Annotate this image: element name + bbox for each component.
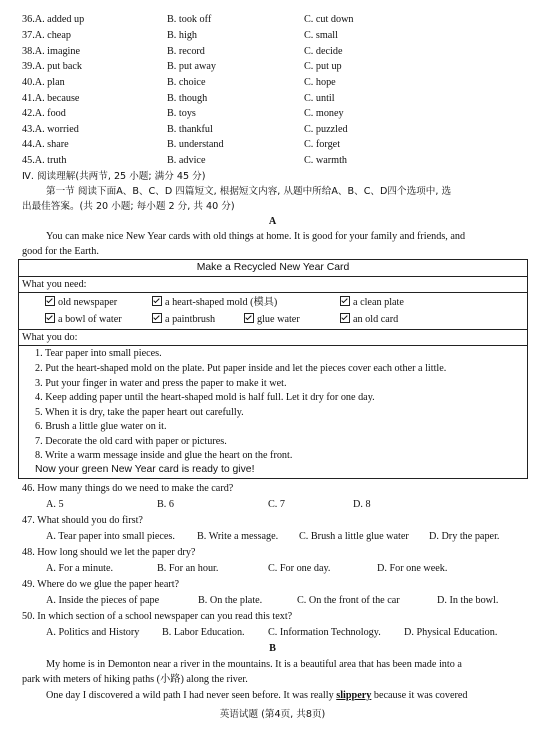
checkbox-checked-icon — [152, 296, 162, 306]
recycled-card-box — [18, 259, 528, 479]
step-item: 2. Put the heart-shaped mold on the plate. Put paper inside and let the pieces cover each other a little. — [35, 363, 447, 374]
option: B. Labor Education. — [162, 627, 245, 638]
need-item: glue water — [244, 312, 300, 327]
option: C. Information Technology. — [268, 627, 381, 638]
option: C. Brush a little glue water — [299, 531, 409, 542]
passage-letter-b: B — [269, 643, 276, 654]
need-item: old newspaper — [45, 295, 117, 310]
step-item: 4. Keep adding paper until the heart-shaped mold is half full. Let it dry for one day. — [35, 392, 375, 403]
passage-a-intro-cont: good for the Earth. — [22, 246, 99, 257]
checkbox-checked-icon — [340, 313, 350, 323]
need-item: a clean plate — [340, 295, 404, 310]
passage-b-para1-cont: park with meters of hiking paths (小路) along the river. — [22, 674, 248, 685]
passage-a-intro: You can make nice New Year cards with old things at home. It is good for your family and friends, and — [46, 231, 466, 242]
checkbox-checked-icon — [244, 313, 254, 323]
question-46: 46. How many things do we need to make the card? — [22, 483, 234, 494]
do-label: What you do: — [22, 332, 78, 343]
step-item: 7. Decorate the old card with paper or pictures. — [35, 436, 227, 447]
do-label-row — [19, 330, 527, 346]
checkbox-checked-icon — [45, 313, 55, 323]
emphasized-word: slippery — [336, 690, 372, 701]
card-box-title: Make a Recycled New Year Card — [196, 262, 350, 273]
option: C. 7 — [268, 499, 285, 510]
page-footer: 英语试题 (第4页, 共8页) — [219, 709, 326, 720]
option: A. For a minute. — [46, 563, 114, 574]
step-item: 8. Write a warm message inside and glue the heart on the front. — [35, 450, 293, 461]
card-box-title-row — [19, 260, 527, 277]
section-instructions: 第一节 阅读下面A、B、C、D 四篇短文, 根据短文内容, 从题中所给A、B、C、D四个选项中, 选 — [46, 186, 452, 197]
option: D. In the bowl. — [437, 595, 499, 606]
need-item: a bowl of water — [45, 312, 122, 327]
option: D. For one week. — [377, 563, 448, 574]
need-item: a heart-shaped mold (模具) — [152, 295, 277, 310]
passage-b-para2: One day I discovered a wild path I had never seen before. It was really slippery because it was covered — [46, 690, 468, 701]
need-label: What you need: — [22, 279, 87, 290]
option: B. Write a message. — [197, 531, 279, 542]
ready-message: Now your green New Year card is ready to give! — [35, 464, 255, 475]
need-item: an old card — [340, 312, 398, 327]
option: B. 6 — [157, 499, 174, 510]
step-item: 1. Tear paper into small pieces. — [35, 348, 162, 359]
option: D. Physical Education. — [404, 627, 498, 638]
option: D. Dry the paper. — [429, 531, 500, 542]
checkbox-checked-icon — [45, 296, 55, 306]
checkbox-checked-icon — [340, 296, 350, 306]
checkbox-checked-icon — [152, 313, 162, 323]
option: A. Inside the pieces of pape — [46, 595, 160, 606]
option: C. On the front of the car — [297, 595, 400, 606]
question-47: 47. What should you do first? — [22, 515, 143, 526]
steps-list — [19, 346, 527, 478]
option: B. For an hour. — [157, 563, 219, 574]
passage-letter-a: A — [268, 216, 277, 227]
section-instructions-cont: 出最佳答案。(共 20 小题; 每小题 2 分, 共 40 分) — [22, 201, 235, 212]
exam-page: 36.A. added up B. took off C. cut down 37.A. cheap B. high C. small 38.A. imagine B. record C. decide 39.A. put back B. put away C. put up 40.A. plan B. choice C. hope 41.A. because B. though C. until 42.A. food B. toys C. money 43.A. worried B. thankful C. puzzled 44.A. share B. understand C. forget 45.A. truth B. advice C. warmth Ⅳ. 阅读理解(共两节, 25 小题; 满分 45 分) 第一节 阅读下面A、B、C、D 四篇短文, 根据短文内容, 从题中所给A、B、C、D四个选项中, 选 出最佳答案。(共 20 小题; 每小题 2 分, 共 40 分) A You can make nice New Year cards with old things at home. It is good for your family and friends, and good for the Earth. Make a Recycled New Year Card What you need: old newspaper a heart-shaped mold (模具) a clean plate a bowl of water a paintbrush glue water an old card What you do: 1. Tear paper into small pieces. 2. Put the heart-shaped mold on the plate. Put paper inside and let the pieces cover each other a little. 3. Put your finger in water and press the paper to make it wet. 4. Keep adding paper until the heart-shaped mold is half full. Let it dry for one day. 5. When it is dry, take the paper heart out carefully. 6. Brush a little glue water on it. 7. Decorate the old card with paper or pictures. 8. Write a warm message inside and glue the heart on the front. Now your green New Year card is ready to give! 46. How many things do we need to make the card? A. 5 B. 6 C. 7 D. 8 47. What should you do first? A. Tear paper into small pieces. B. Write a message. C. Brush a little glue water D. Dry the paper. 48. How long should we let the paper dry? A. For a minute. B. For an hour. C. For one day. D. For one week. 49. Where do we glue the paper heart? A. Inside the pieces of pape B. On the plate. C. On the front of the car D. In the bowl. 50. In which section of a school newspaper can you read this text? A. Politics and History B. Labor Education. C. Information Technology. D. Physical Education. B My home is in Demonton near a river in the mountains. It is a beautiful area that has been made into a park with meters of hiking paths (小路) along the river. One day I discovered a wild path I had never seen before. It was really slippery because it was covered 英语试题 (第4页, 共8页) — [0, 0, 545, 733]
passage-b-para1: My home is in Demonton near a river in the mountains. It is a beautiful area that has been made into a — [46, 659, 462, 670]
option: D. 8 — [353, 499, 371, 510]
step-item: 3. Put your finger in water and press the paper to make it wet. — [35, 378, 287, 389]
step-item: 5. When it is dry, take the paper heart out carefully. — [35, 407, 244, 418]
question-50: 50. In which section of a school newspaper can you read this text? — [22, 611, 293, 622]
need-label-row — [19, 277, 527, 293]
option: A. Politics and History — [46, 627, 140, 638]
section-heading: Ⅳ. 阅读理解(共两节, 25 小题; 满分 45 分) — [22, 171, 206, 182]
option: C. For one day. — [268, 563, 331, 574]
option: A. Tear paper into small pieces. — [46, 531, 175, 542]
question-49: 49. Where do we glue the paper heart? — [22, 579, 180, 590]
step-item: 6. Brush a little glue water on it. — [35, 421, 167, 432]
option: B. On the plate. — [198, 595, 263, 606]
question-48: 48. How long should we let the paper dry? — [22, 547, 196, 558]
needs-list — [19, 293, 527, 330]
option: A. 5 — [46, 499, 64, 510]
need-item: a paintbrush — [152, 312, 215, 327]
